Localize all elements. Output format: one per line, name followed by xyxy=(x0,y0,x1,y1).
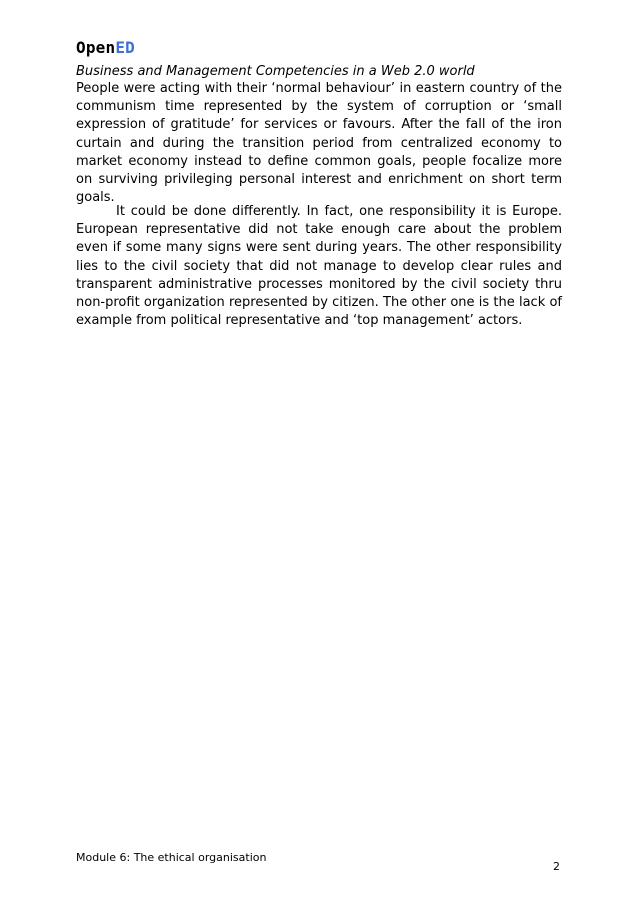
logo-text-ed: ED xyxy=(115,38,136,57)
openED-logo xyxy=(76,38,135,58)
document-subtitle: Business and Management Competencies in a Web 2.0 world xyxy=(76,64,475,79)
paragraph-1: People were acting with their ‘normal behaviour’ in eastern country of the communism time represented by the system of corruption or ‘small expression of gratitude’ for services or favours. After the fall of the iron curtain and during the transition period from centralized economy to market economy instead to define common goals, people focalize more on surviving privileging personal interest and enrichment on short term goals. xyxy=(76,81,562,206)
paragraph-2: It could be done differently. In fact, one responsibility it is Europe. European representative did not take enough care about the problem even if some many signs were sent during years. The other responsibility lies to the civil society that did not manage to develop clear rules and transparent administrative processes monitored by the civil society thru non-profit organization represented by citizen. The other one is the lack of example from political representative and ‘top management’ actors. xyxy=(76,204,562,329)
footer-module-title: Module 6: The ethical organisation xyxy=(76,851,267,864)
page-number: 2 xyxy=(553,860,560,873)
logo-text-open: Open xyxy=(76,38,116,57)
